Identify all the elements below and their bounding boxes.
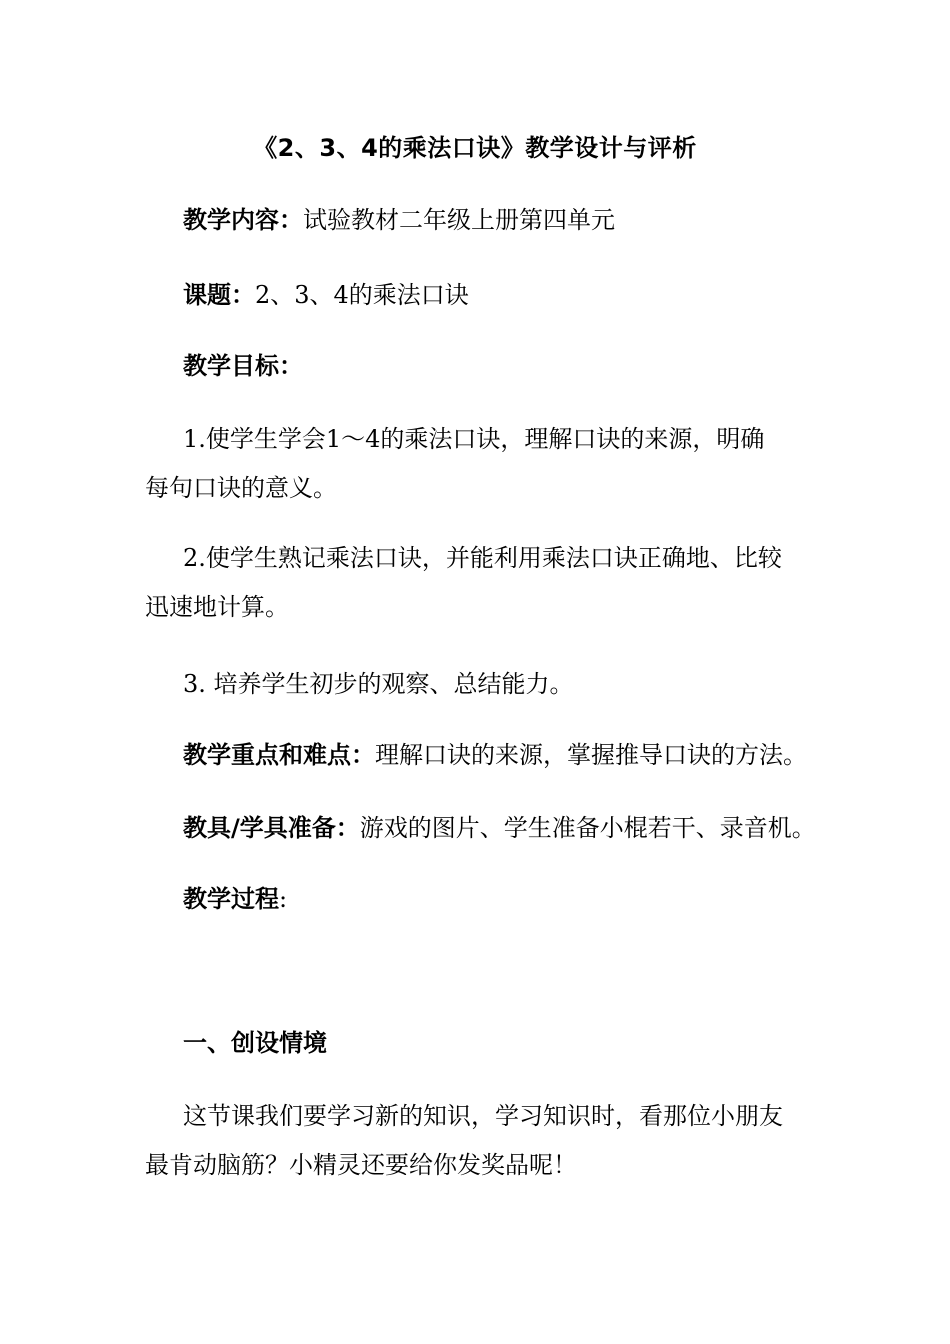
teaching-content-label: 教学内容： (183, 206, 303, 234)
goal-1-line-2: 每句口诀的意义。 (145, 474, 337, 502)
goals-heading (145, 348, 825, 384)
section-1-heading: 一、创设情境 (183, 1029, 327, 1057)
process-label: 教学过程 (183, 885, 279, 913)
goal-1 (145, 421, 825, 506)
teaching-content-value: 试验教材二年级上册第四单元 (303, 206, 615, 234)
tools-label: 教具/学具准备： (183, 814, 360, 842)
topic-line (145, 277, 825, 313)
section-1-line-1: 这节课我们要学习新的知识，学习知识时，看那位小朋友 (183, 1102, 783, 1130)
goals-label: 教学目标： (183, 352, 303, 380)
section-1-line-2: 最肯动脑筋？小精灵还要给你发奖品呢！ (145, 1151, 577, 1179)
focus-label: 教学重点和难点： (183, 741, 375, 769)
section-1-paragraph (145, 1098, 825, 1183)
goal-2-line-1: 2.使学生熟记乘法口诀，并能利用乘法口诀正确地、比较 (183, 544, 782, 572)
process-colon: : (279, 885, 288, 913)
topic-value: 2、3、4的乘法口诀 (255, 281, 469, 309)
tools-value: 游戏的图片、学生准备小棍若干、录音机。 (359, 814, 816, 842)
topic-label: 课题： (183, 281, 255, 309)
focus-line (145, 737, 825, 773)
goal-1-line-1: 1.使学生学会1～4的乘法口诀，理解口诀的来源，明确 (183, 425, 765, 453)
tools-line (145, 810, 825, 846)
process-heading (145, 881, 825, 917)
teaching-content-line (145, 202, 825, 238)
goal-2-line-2: 迅速地计算。 (145, 593, 289, 621)
goal-2 (145, 540, 825, 625)
document-title: 《2、3、4的乘法口诀》教学设计与评析 (253, 134, 697, 162)
goal-3: 3. 培养学生初步的观察、总结能力。 (183, 670, 574, 698)
focus-value: 理解口诀的来源，掌握推导口诀的方法。 (375, 741, 807, 769)
